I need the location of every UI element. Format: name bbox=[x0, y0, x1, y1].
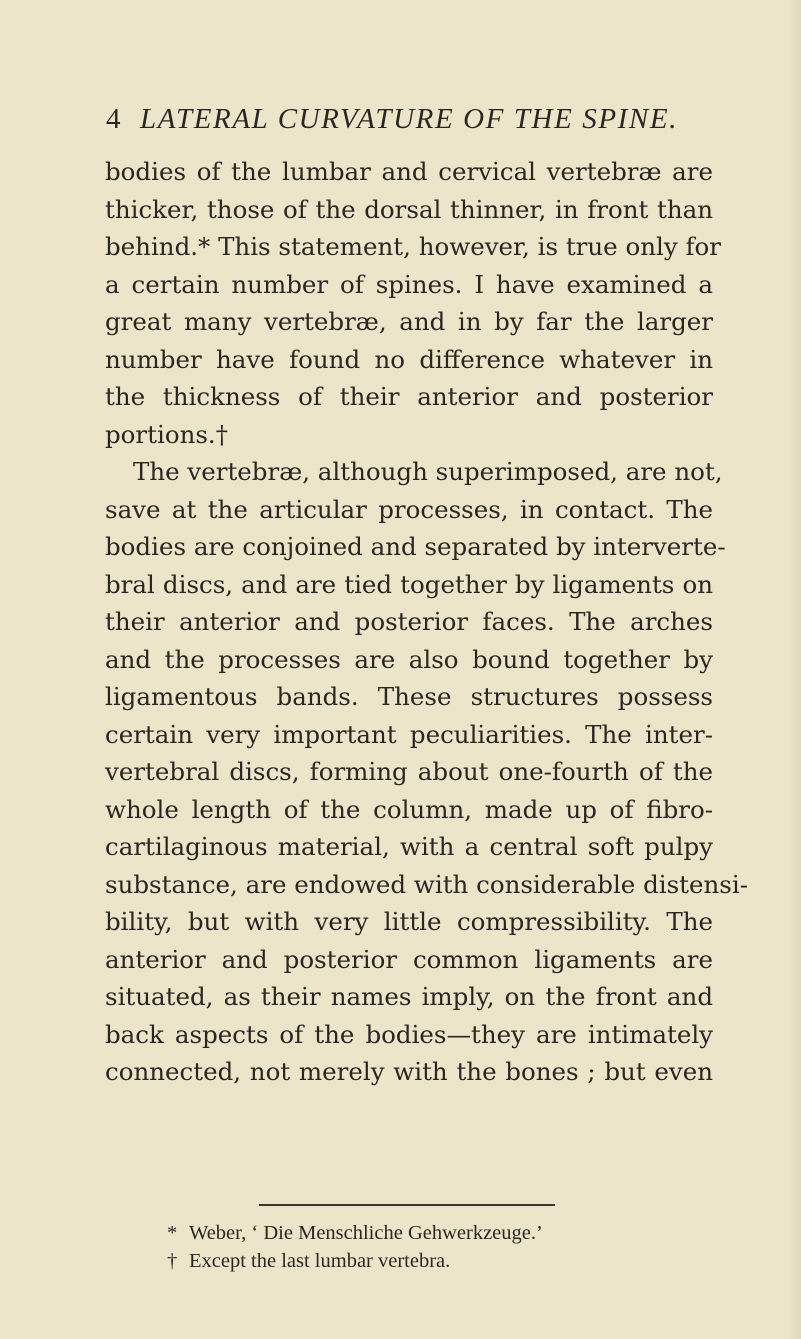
footnotes bbox=[167, 1219, 707, 1275]
footnote bbox=[167, 1219, 707, 1247]
text-line: save at the articular processes, in contact. The bbox=[105, 494, 713, 524]
body-text bbox=[105, 153, 748, 1091]
text-line: back aspects of the bodies—they are intimately bbox=[105, 1019, 713, 1049]
running-head bbox=[106, 102, 726, 136]
text-line: great many vertebræ, and in by far the larger bbox=[105, 307, 713, 336]
text-line: thicker, those of the dorsal thinner, in front than bbox=[105, 194, 713, 224]
text-line: the thickness of their anterior and posterior bbox=[105, 382, 713, 411]
text-line: vertebral discs, forming about one-fourth of the bbox=[105, 757, 713, 786]
text-line: bility, but with very little compressibility. The bbox=[105, 907, 713, 936]
text-line: anterior and posterior common ligaments are bbox=[105, 944, 713, 974]
running-head-title: LATERAL CURVATURE OF THE SPINE. bbox=[140, 103, 679, 135]
text-line: situated, as their names imply, on the front and bbox=[105, 982, 713, 1011]
footnote-mark: † bbox=[167, 1250, 178, 1272]
text-line: cartilaginous material, with a central soft pulpy bbox=[105, 832, 713, 861]
page-edge-shadow bbox=[787, 0, 801, 1339]
footnote-divider bbox=[259, 1204, 555, 1206]
text-line: a certain number of spines. I have examined a bbox=[105, 269, 713, 299]
text-line: connected, not merely with the bones ; but even bbox=[105, 1057, 713, 1086]
footnote-mark: * bbox=[167, 1222, 178, 1244]
text-line: their anterior and posterior faces. The arches bbox=[105, 607, 713, 636]
text-line: substance, are endowed with considerable distensi- bbox=[105, 869, 748, 899]
text-line: certain very important peculiarities. The inter- bbox=[105, 719, 713, 749]
text-line: and the processes are also bound together by bbox=[105, 644, 713, 674]
text-line: whole length of the column, made up of fibro- bbox=[105, 794, 713, 824]
text-line: number have found no difference whatever in bbox=[105, 344, 713, 374]
text-line: bodies are conjoined and separated by interverte- bbox=[105, 532, 726, 561]
text-line: behind.* This statement, however, is true only for bbox=[105, 232, 721, 261]
footnote bbox=[167, 1247, 707, 1275]
text-line: ligamentous bands. These structures possess bbox=[105, 682, 713, 711]
footnote-text: Weber, ‘ Die Menschliche Gehwerkzeuge.’ bbox=[189, 1222, 543, 1244]
text-line: bodies of the lumbar and cervical vertebræ are bbox=[105, 157, 713, 186]
text-line: The vertebræ, although superimposed, are not, bbox=[133, 457, 723, 486]
text-line: bral discs, and are tied together by ligaments on bbox=[105, 569, 713, 599]
page-number: 4 bbox=[106, 103, 121, 135]
text-line: portions.† bbox=[105, 419, 228, 449]
footnote-text: Except the last lumbar vertebra. bbox=[189, 1250, 451, 1272]
